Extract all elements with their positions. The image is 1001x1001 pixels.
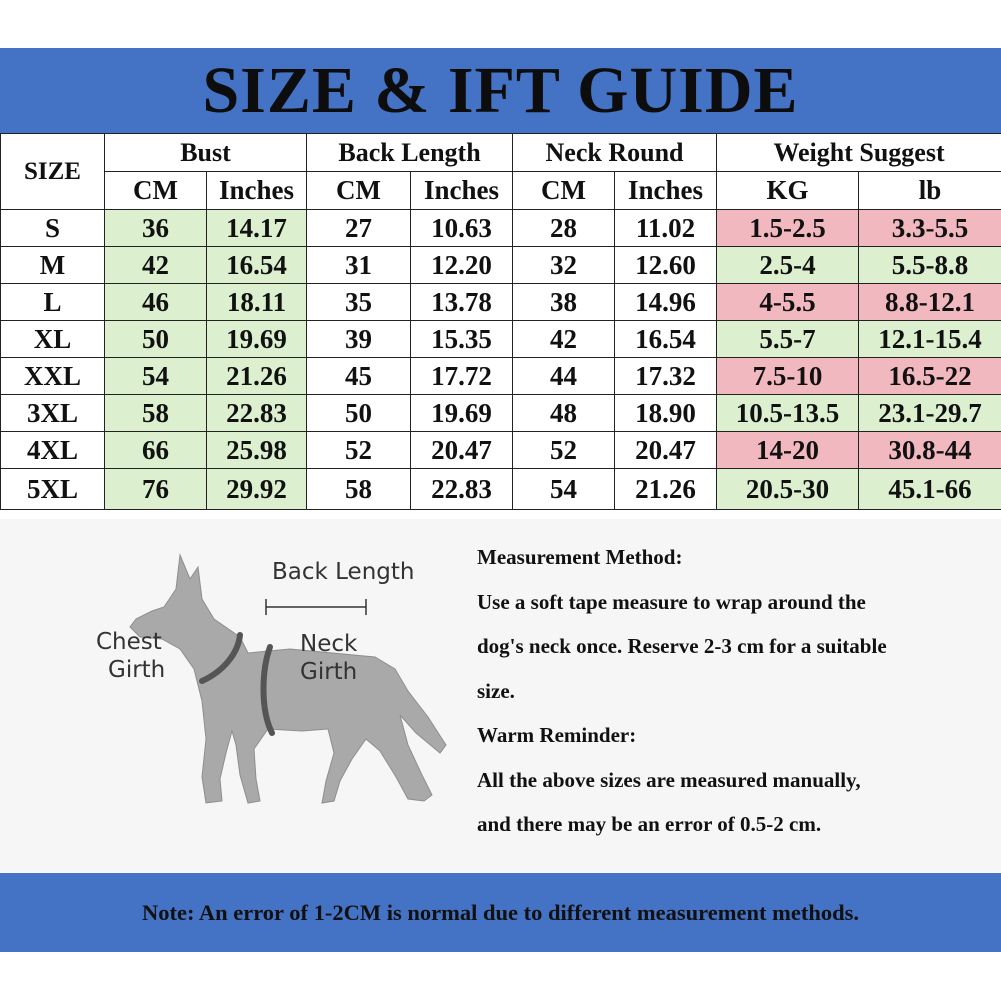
chest-girth-label-line1: Chest	[96, 629, 162, 655]
value-cell: 50	[307, 395, 411, 432]
size-cell: M	[1, 247, 105, 284]
value-cell: 44	[513, 358, 615, 395]
value-cell: 50	[105, 321, 207, 358]
size-cell: 3XL	[1, 395, 105, 432]
value-cell: 31	[307, 247, 411, 284]
value-cell: 10.63	[411, 210, 513, 247]
value-cell: 15.35	[411, 321, 513, 358]
value-cell: 13.78	[411, 284, 513, 321]
value-cell: 18.90	[615, 395, 717, 432]
value-cell: 54	[105, 358, 207, 395]
size-cell: 5XL	[1, 469, 105, 510]
value-cell: 38	[513, 284, 615, 321]
size-cell: XL	[1, 321, 105, 358]
value-cell: 19.69	[411, 395, 513, 432]
size-table	[0, 133, 1001, 510]
table-row	[1, 321, 1001, 358]
value-cell: 66	[105, 432, 207, 469]
value-cell: 17.32	[615, 358, 717, 395]
value-cell: 7.5-10	[717, 358, 859, 395]
table-row	[1, 210, 1001, 247]
back-length-label: Back Length	[272, 559, 415, 585]
neck-girth-label-line2: Girth	[300, 659, 358, 685]
value-cell: 14.96	[615, 284, 717, 321]
table-row	[1, 469, 1001, 510]
value-cell: 48	[513, 395, 615, 432]
unit-header: Inches	[615, 172, 717, 210]
value-cell: 14.17	[207, 210, 307, 247]
group-header-bust: Bust	[105, 134, 307, 172]
unit-header: CM	[105, 172, 207, 210]
value-cell: 58	[307, 469, 411, 510]
value-cell: 25.98	[207, 432, 307, 469]
unit-header: Inches	[207, 172, 307, 210]
value-cell: 58	[105, 395, 207, 432]
value-cell: 16.54	[615, 321, 717, 358]
value-cell: 52	[307, 432, 411, 469]
value-cell: 3.3-5.5	[859, 210, 1001, 247]
value-cell: 2.5-4	[717, 247, 859, 284]
value-cell: 8.8-12.1	[859, 284, 1001, 321]
group-header-neck-round: Neck Round	[513, 134, 717, 172]
value-cell: 21.26	[615, 469, 717, 510]
value-cell: 42	[513, 321, 615, 358]
method-text-line: Use a soft tape measure to wrap around the	[477, 589, 866, 614]
value-cell: 4-5.5	[717, 284, 859, 321]
value-cell: 23.1-29.7	[859, 395, 1001, 432]
note-banner	[0, 873, 1001, 952]
value-cell: 39	[307, 321, 411, 358]
value-cell: 52	[513, 432, 615, 469]
table-row	[1, 284, 1001, 321]
value-cell: 36	[105, 210, 207, 247]
value-cell: 10.5-13.5	[717, 395, 859, 432]
unit-header: CM	[307, 172, 411, 210]
measurement-section	[0, 519, 1001, 873]
unit-header: CM	[513, 172, 615, 210]
chest-girth-label-line2: Girth	[108, 657, 166, 683]
value-cell: 16.5-22	[859, 358, 1001, 395]
value-cell: 12.1-15.4	[859, 321, 1001, 358]
reminder-text-line: and there may be an error of 0.5-2 cm.	[477, 812, 822, 836]
value-cell: 19.69	[207, 321, 307, 358]
size-header: SIZE	[1, 134, 105, 210]
value-cell: 76	[105, 469, 207, 510]
value-cell: 22.83	[411, 469, 513, 510]
reminder-text-line: All the above sizes are measured manually,	[477, 767, 861, 792]
value-cell: 5.5-7	[717, 321, 859, 358]
value-cell: 54	[513, 469, 615, 510]
page-title: SIZE & IFT GUIDE	[202, 53, 799, 127]
value-cell: 46	[105, 284, 207, 321]
value-cell: 27	[307, 210, 411, 247]
value-cell: 12.20	[411, 247, 513, 284]
value-cell: 21.26	[207, 358, 307, 395]
method-text-line: size.	[477, 678, 515, 703]
dog-silhouette	[130, 555, 446, 803]
neck-girth-label-line1: Neck	[300, 631, 358, 657]
unit-header: Inches	[411, 172, 513, 210]
value-cell: 5.5-8.8	[859, 247, 1001, 284]
value-cell: 35	[307, 284, 411, 321]
value-cell: 45.1-66	[859, 469, 1001, 510]
size-cell: L	[1, 284, 105, 321]
unit-header: lb	[859, 172, 1001, 210]
method-heading: Measurement Method:	[477, 545, 683, 569]
value-cell: 30.8-44	[859, 432, 1001, 469]
table-row	[1, 432, 1001, 469]
value-cell: 16.54	[207, 247, 307, 284]
value-cell: 22.83	[207, 395, 307, 432]
value-cell: 1.5-2.5	[717, 210, 859, 247]
group-header-back-length: Back Length	[307, 134, 513, 172]
value-cell: 20.47	[411, 432, 513, 469]
value-cell: 20.5-30	[717, 469, 859, 510]
size-cell: 4XL	[1, 432, 105, 469]
value-cell: 20.47	[615, 432, 717, 469]
group-header-row	[1, 134, 1001, 172]
size-cell: XXL	[1, 358, 105, 395]
value-cell: 45	[307, 358, 411, 395]
reminder-heading: Warm Reminder:	[477, 723, 637, 747]
value-cell: 42	[105, 247, 207, 284]
value-cell: 12.60	[615, 247, 717, 284]
value-cell: 17.72	[411, 358, 513, 395]
dog-measurement-diagram	[90, 549, 450, 829]
value-cell: 14-20	[717, 432, 859, 469]
table-row	[1, 358, 1001, 395]
value-cell: 11.02	[615, 210, 717, 247]
unit-header-row	[1, 172, 1001, 210]
note-text: Note: An error of 1-2CM is normal due to different measurement methods.	[142, 899, 859, 925]
value-cell: 28	[513, 210, 615, 247]
table-row	[1, 395, 1001, 432]
table-row	[1, 247, 1001, 284]
value-cell: 29.92	[207, 469, 307, 510]
measurement-info	[477, 535, 997, 847]
value-cell: 32	[513, 247, 615, 284]
size-cell: S	[1, 210, 105, 247]
method-text-line: dog's neck once. Reserve 2-3 cm for a suitable	[477, 634, 887, 658]
title-banner	[0, 48, 1001, 133]
unit-header: KG	[717, 172, 859, 210]
group-header-weight-suggest: Weight Suggest	[717, 134, 1001, 172]
value-cell: 18.11	[207, 284, 307, 321]
